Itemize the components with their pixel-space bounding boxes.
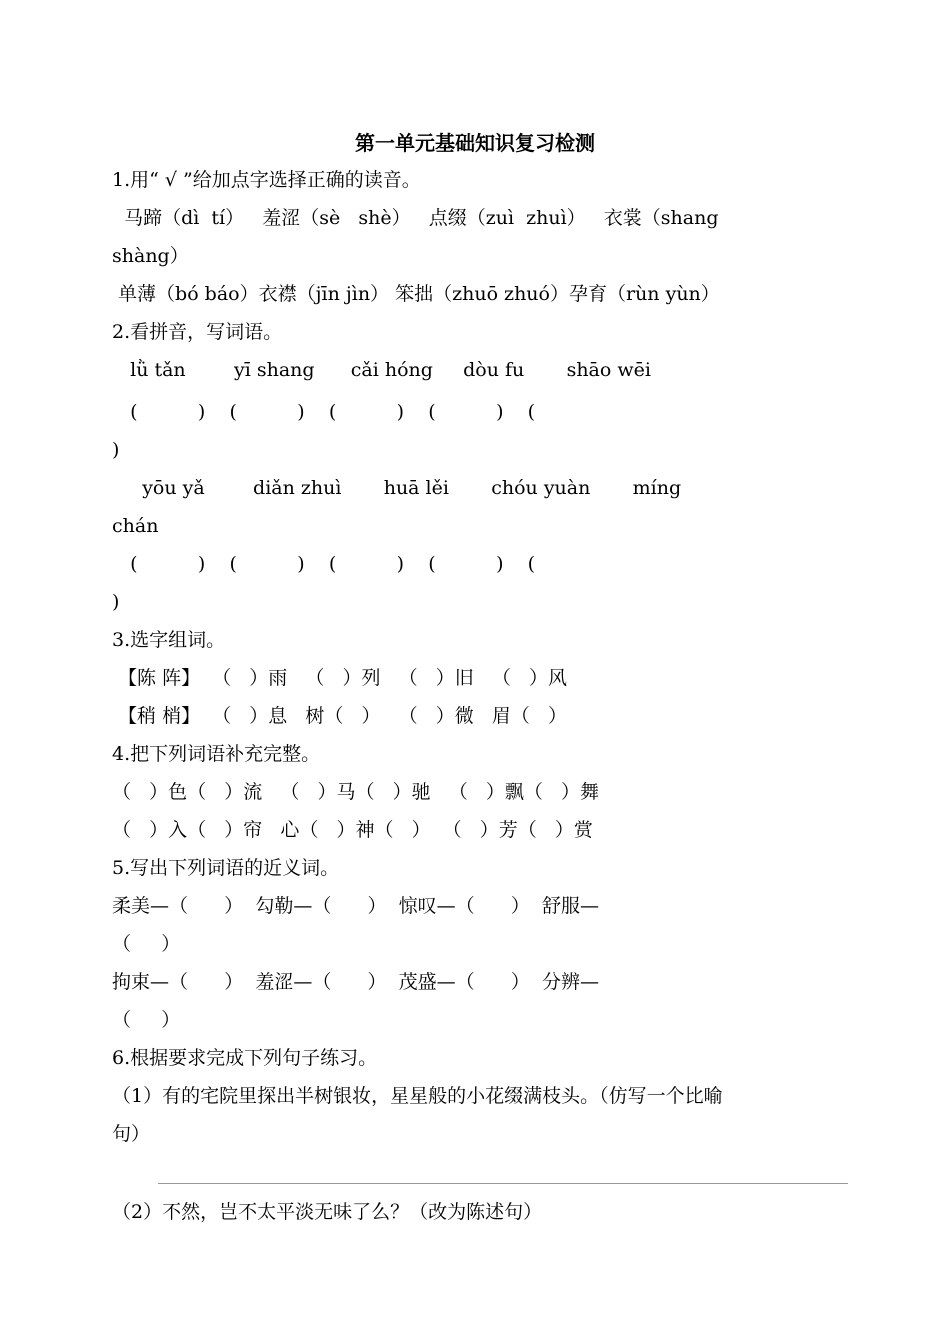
q2-pinyin-row-1: lǜ tǎn yī shang cǎi hóng dòu fu shāo wēi (112, 359, 651, 381)
q6-item-2: （2）不然，岂不太平淡无味了么？（改为陈述句） (112, 1201, 543, 1223)
q2-heading: 2.看拼音，写词语。 (112, 321, 283, 343)
q1-row-1-wrap: shàng） (112, 245, 189, 267)
q3-row-2: 【稍 梢】 （ ）息 树（ ） （ ）微 眉（ ） (112, 705, 567, 727)
q2-blanks-row-1-wrap: ) (112, 439, 120, 461)
q5-row-2-wrap: （ ） (112, 1009, 181, 1031)
q3-heading: 3.选字组词。 (112, 629, 226, 651)
q4-heading: 4.把下列词语补充完整。 (112, 743, 321, 765)
q2-blanks-row-1: ( ) ( ) ( ) ( ) ( (112, 401, 536, 423)
q3-row-1: 【陈 阵】 （ ）雨 （ ）列 （ ）旧 （ ）风 (112, 667, 567, 689)
q2-pinyin-row-2-wrap: chán (112, 515, 159, 537)
q4-row-1: （ ）色（ ）流 （ ）马（ ）驰 （ ）飘（ ）舞 (112, 781, 599, 803)
q4-row-2: （ ）入（ ）帘 心（ ）神（ ） （ ）芳（ ）赏 (112, 819, 593, 841)
q2-blanks-row-2-wrap: ) (112, 591, 120, 613)
q5-row-1-wrap: （ ） (112, 933, 181, 955)
page-title: 第一单元基础知识复习检测 (355, 131, 595, 155)
q5-heading: 5.写出下列词语的近义词。 (112, 857, 340, 879)
answer-line[interactable] (158, 1183, 848, 1184)
q2-pinyin-row-2: yōu yǎ diǎn zhuì huā lěi chóu yuàn míng (112, 477, 682, 499)
q2-blanks-row-2: ( ) ( ) ( ) ( ) ( (112, 553, 536, 575)
q1-heading: 1.用“ √ ”给加点字选择正确的读音。 (112, 169, 421, 191)
q5-row-1: 柔美—（ ） 勾勒—（ ） 惊叹—（ ） 舒服— (112, 895, 599, 917)
q6-heading: 6.根据要求完成下列句子练习。 (112, 1047, 378, 1069)
q5-row-2: 拘束—（ ） 羞涩—（ ） 茂盛—（ ） 分辨— (112, 971, 599, 993)
q6-item-1: （1）有的宅院里探出半树银妆，星星般的小花缀满枝头。（仿写一个比喻 (112, 1085, 723, 1107)
q6-item-1-wrap: 句） (112, 1123, 151, 1145)
q1-row-2: 单薄（bó báo）衣襟（jīn jìn） 笨拙（zhuō zhuó）孕育（rùn yùn） (112, 283, 720, 305)
q1-row-1: 马蹄（dì tí） 羞涩（sè shè） 点缀（zuì zhuì） 衣裳（shang (112, 207, 719, 229)
